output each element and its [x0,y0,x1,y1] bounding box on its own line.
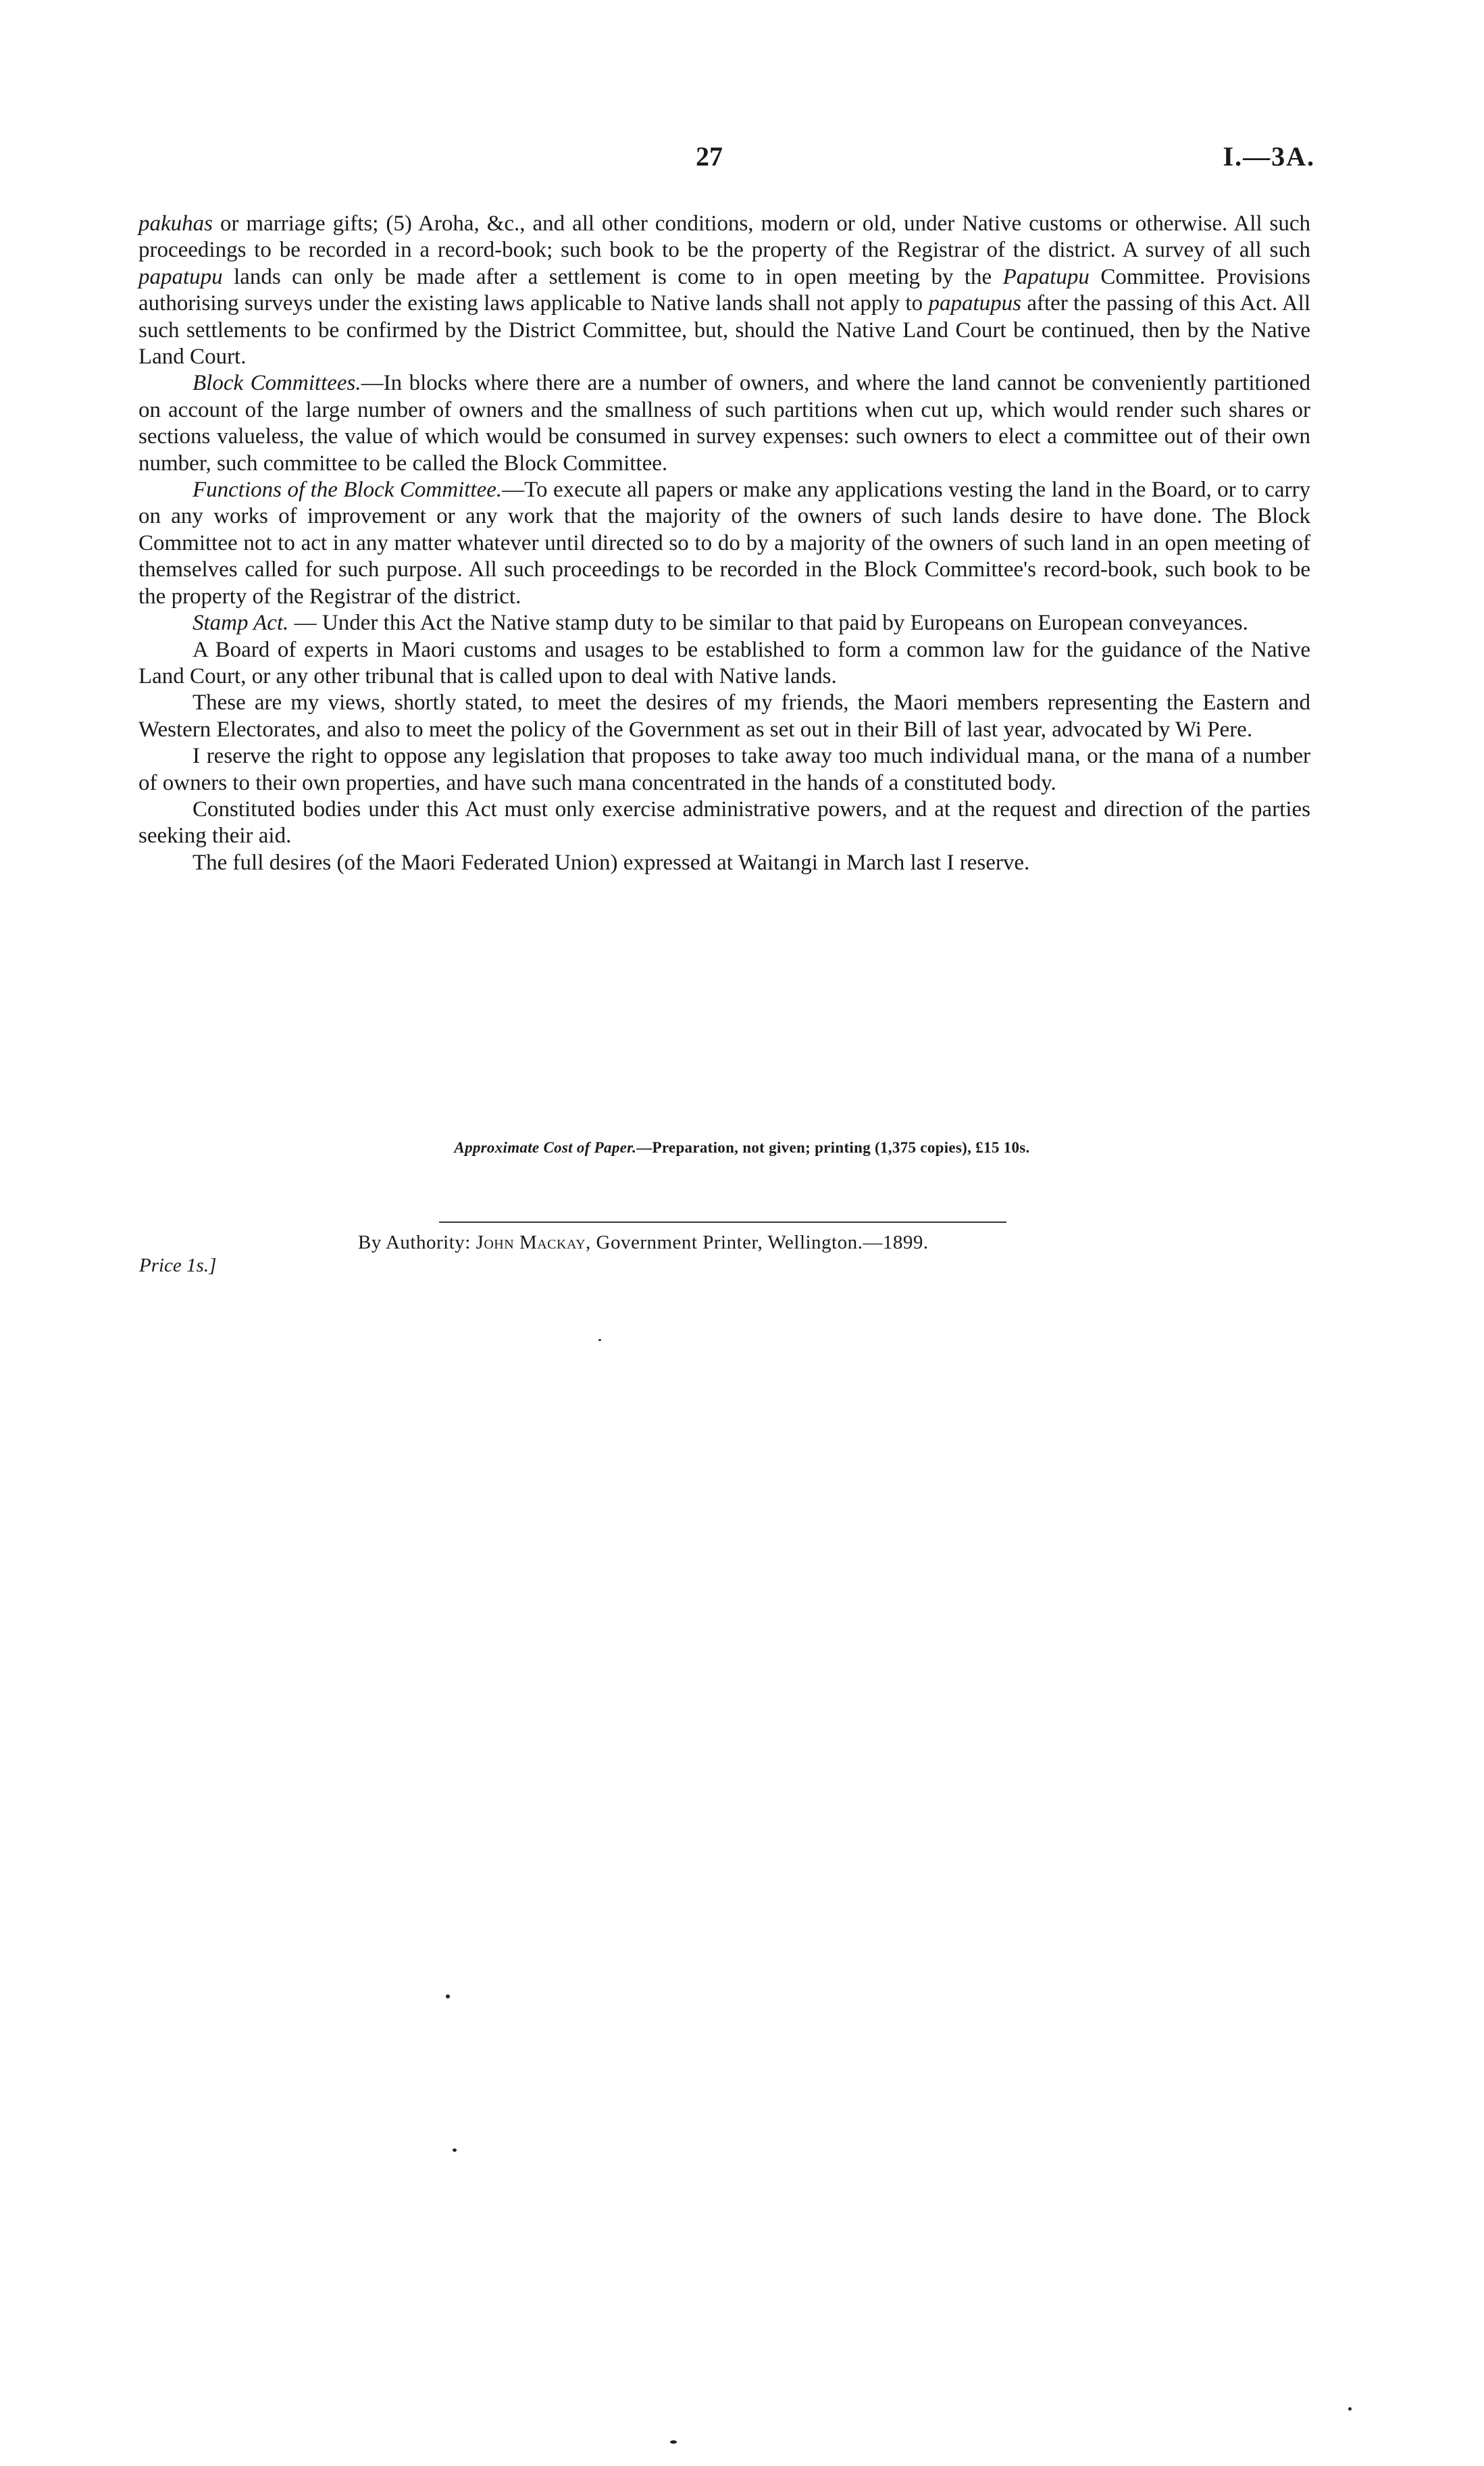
scan-speck [446,1994,450,1998]
page-number: 27 [696,141,723,172]
price-label: Price 1s.] [139,1255,217,1276]
paragraph-text: — Under this Act the Native stamp duty to be similar to that paid by Europeans on European conveyances. [288,611,1248,636]
paragraph-board-of-experts: A Board of experts in Maori customs and usages to be established to form a common law for the guidance of the Native Land Court, or any other tribunal that is called upon to deal with Native lands. [138,637,1310,688]
scan-speck [598,1339,601,1341]
italic-term: papatupu [138,264,223,289]
paragraph-block-committees [138,370,1310,477]
body-text [138,211,1310,876]
paragraph-stamp-act [138,610,1310,636]
paragraph-text: —In blocks where there are a number of owners, and where the land cannot be conveniently partitioned on account of the large number of owners and the smallness of such partitions when cut up, which would render such shares or sections valueless, the value of which would be consumed in survey expenses: such owners to elect a committee out of their own number, such committee to be called the Block Committee. [138,371,1311,476]
scan-speck [453,2148,457,2152]
section-heading: Functions of the Block Committee. [193,478,503,503]
paragraph-views: These are my views, shortly stated, to meet the desires of my friends, the Maori members representing the Eastern and Western Electorates, and also to meet the policy of the Government as set out in their Bill of last year, advocated by Wi Pere. [138,690,1310,742]
italic-term: Papatupu [1002,264,1090,289]
paragraph-text: after the passing of this Act. All such settlements to be confirmed by the District Committee, but, should the Native Land Court be continued, then by the Native Land Court. [138,291,1310,370]
paragraph-full-desires: The full desires (of the Maori Federated Union) expressed at Waitangi in March last I reserve. [193,850,1030,875]
cost-of-paper-note [0,1139,1484,1157]
printer-name: John Mackay [476,1232,586,1253]
paragraph-pakuhas [138,211,1310,370]
imprint-prefix: By Authority: [358,1232,476,1253]
paragraph-text: lands can only be made after a settlement is come to in open meeting by the [222,264,1003,289]
cost-text: —Preparation, not given; printing (1,375 copies), £15 10s. [636,1139,1030,1156]
scan-speck [1348,2407,1352,2411]
paragraph-functions [138,477,1310,610]
cost-label: Approximate Cost of Paper. [454,1139,637,1156]
paragraph-text: or marriage gifts; (5) Aroha, &c., and all other conditions, modern or old, under Native customs or otherwise. All such proceedings to be recorded in a record-book; such book to be the property of the Registrar of the district. A survey of all such [138,211,1310,263]
page-reference: I.—3A. [1223,141,1315,172]
italic-term: pakuhas [138,211,213,236]
imprint-suffix: , Government Printer, Wellington.—1899. [586,1232,929,1253]
paragraph-text: Committee. Provisions authorising surveys under the existing laws applicable to Native lands shall not apply to [138,264,1310,316]
paragraph-reserve-right: I reserve the right to oppose any legislation that proposes to take away too much individual mana, or the mana of a number of owners to their own properties, and have such mana concentrated in the hands of a constituted body. [138,744,1310,795]
paragraph-constituted-bodies: Constituted bodies under this Act must only exercise administrative powers, and at the request and direction of the parties seeking their aid. [138,797,1310,849]
paragraph-text: —To execute all papers or make any applications vesting the land in the Board, or to carry on any works of improvement or any work that the majority of the owners of such lands desire to have done. The Block Committee not to act in any matter whatever until directed so to do by a majority of the owners of such land in an open meeting of themselves called for such purpose. All such proceedings to be recorded in the Block Committee's record-book, such book to be the property of the Registrar of the district. [138,478,1310,609]
printer-imprint [358,1232,929,1254]
divider-rule [439,1222,1006,1223]
italic-term: papatupus [928,291,1021,316]
section-heading: Stamp Act. [193,611,289,636]
scan-speck [670,2440,677,2444]
section-heading: Block Committees. [193,371,361,396]
